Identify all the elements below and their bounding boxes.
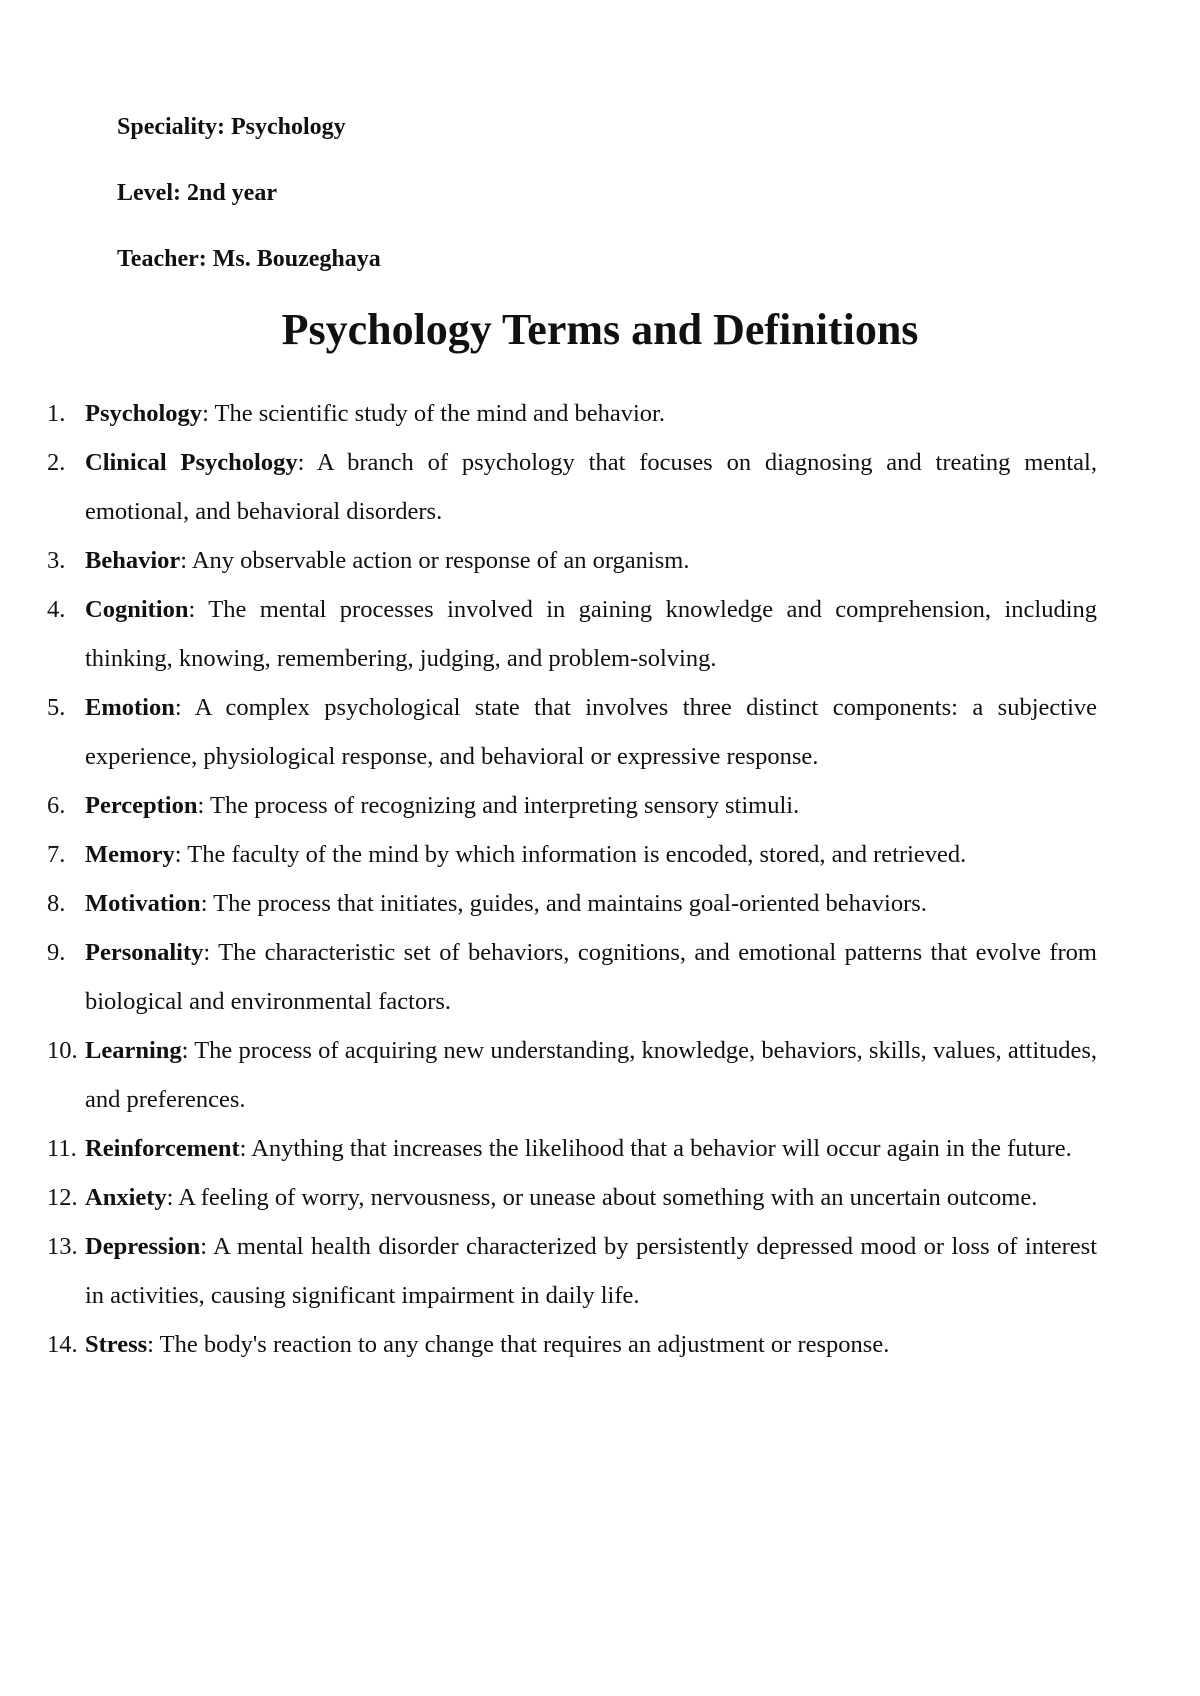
term-name: Personality (85, 939, 204, 966)
teacher-label: Teacher: (117, 246, 207, 272)
document-title: Psychology Terms and Definitions (281, 305, 919, 354)
term-definition: : The body's reaction to any change that requires an adjustment or response. (147, 1331, 890, 1358)
term-number: 9. (47, 939, 66, 966)
term-item (47, 781, 1097, 830)
term-name: Reinforcement (85, 1135, 240, 1162)
teacher-line (117, 244, 817, 274)
speciality-line (117, 112, 817, 142)
term-definition: : A feeling of worry, nervousness, or unease about something with an uncertain outcome. (166, 1184, 1038, 1211)
term-number: 7. (47, 841, 66, 868)
term-item (47, 438, 1097, 536)
term-definition: : The faculty of the mind by which information is encoded, stored, and retrieved. (174, 841, 967, 868)
term-name: Perception (85, 792, 198, 819)
speciality-value: Psychology (231, 114, 346, 140)
term-definition: : Any observable action or response of an organism. (180, 547, 690, 574)
term-name: Stress (85, 1331, 148, 1358)
term-definition: : A mental health disorder characterized by persistently depressed mood or loss of interest in activities, causing significant impairment in daily life. (85, 1233, 1097, 1309)
term-definition: : The mental processes involved in gaining knowledge and comprehension, including thinking, knowing, remembering, judging, and problem-solving. (85, 596, 1097, 672)
term-definition: : The process of recognizing and interpreting sensory stimuli. (197, 792, 800, 819)
term-item (47, 1320, 1097, 1369)
term-number: 12. (47, 1184, 78, 1211)
term-number: 4. (47, 596, 66, 623)
term-number: 3. (47, 547, 66, 574)
course-info (117, 112, 817, 274)
term-item (47, 1222, 1097, 1320)
term-definition: : A branch of psychology that focuses on diagnosing and treating mental, emotional, and behavioral disorders. (85, 449, 1097, 525)
term-number: 6. (47, 792, 66, 819)
term-item (47, 830, 1097, 879)
term-number: 10. (47, 1037, 78, 1064)
term-number: 11. (47, 1135, 77, 1162)
term-number: 2. (47, 449, 66, 476)
term-definition: : The process that initiates, guides, and maintains goal-oriented behaviors. (200, 890, 927, 917)
term-item (47, 879, 1097, 928)
term-name: Depression (85, 1233, 201, 1260)
teacher-value: Ms. Bouzeghaya (212, 246, 381, 272)
speciality-label: Speciality: (117, 114, 225, 140)
term-name: Memory (85, 841, 175, 868)
term-item (47, 1026, 1097, 1124)
terms-list (47, 389, 1097, 1369)
level-value: 2nd year (186, 180, 277, 206)
term-item (47, 928, 1097, 1026)
term-name: Emotion (85, 694, 175, 721)
term-item (47, 1124, 1097, 1173)
term-number: 13. (47, 1233, 78, 1260)
term-number: 1. (47, 400, 66, 427)
term-name: Motivation (85, 890, 201, 917)
term-name: Anxiety (85, 1184, 167, 1211)
term-item (47, 1173, 1097, 1222)
term-item (47, 389, 1097, 438)
term-item (47, 683, 1097, 781)
term-number: 8. (47, 890, 66, 917)
term-definition: : The process of acquiring new understanding, knowledge, behaviors, skills, values, attitudes, and preferences. (85, 1037, 1097, 1113)
term-definition: : The characteristic set of behaviors, cognitions, and emotional patterns that evolve from biological and environmental factors. (85, 939, 1097, 1015)
term-item (47, 536, 1097, 585)
term-definition: : The scientific study of the mind and behavior. (202, 400, 665, 427)
term-number: 14. (47, 1331, 78, 1358)
level-line (117, 178, 817, 208)
term-definition: : Anything that increases the likelihood that a behavior will occur again in the future. (239, 1135, 1072, 1162)
term-item (47, 585, 1097, 683)
term-number: 5. (47, 694, 66, 721)
term-name: Behavior (85, 547, 181, 574)
term-definition: : A complex psychological state that involves three distinct components: a subjective experience, physiological response, and behavioral or expressive response. (85, 694, 1097, 770)
term-name: Clinical Psychology (85, 449, 298, 476)
term-name: Cognition (85, 596, 189, 623)
level-label: Level: (117, 180, 181, 206)
term-name: Psychology (85, 400, 203, 427)
term-name: Learning (85, 1037, 182, 1064)
